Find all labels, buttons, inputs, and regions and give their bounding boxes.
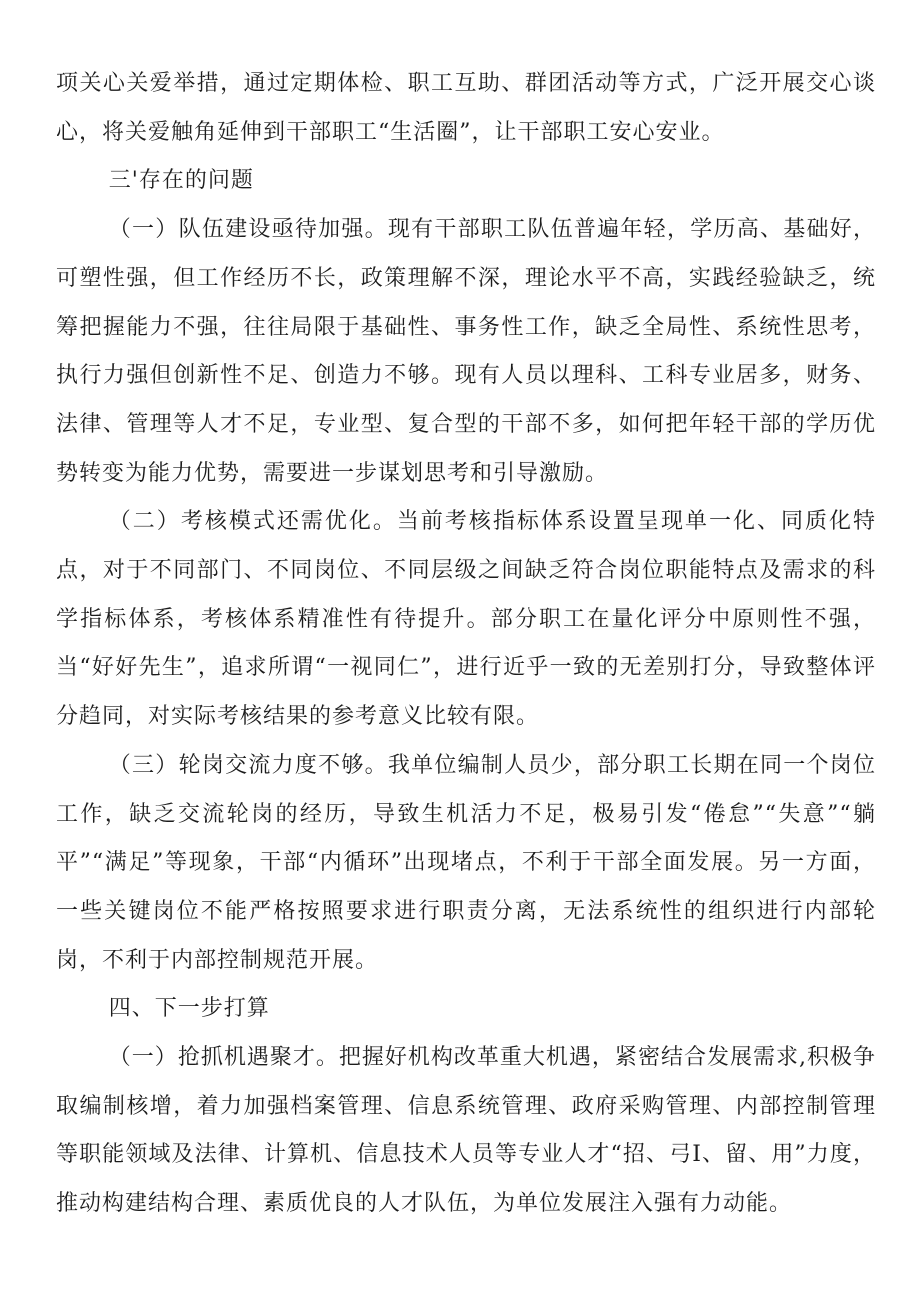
section-heading-next-steps: 四、下一步打算 — [108, 996, 270, 1022]
paragraph-continuation: 项关心关爱举措，通过定期体检、职工互助、群团活动等方式，广泛开展交心谈心，将关爱触角延伸到干部职工“生活圈”，让干部职工安心安业。 — [56, 71, 876, 145]
paragraph-job-rotation: （三）轮岗交流力度不够。我单位编制人员少，部分职工长期在同一个岗位工作，缺乏交流轮岗的经历，导致生机活力不足，极易引发“倦怠”“失意”“躺平”“满足”等现象，干部“内循环”出现堵点，不利于干部全面发展。另一方面，一些关键岗位不能严格按照要求进行职责分离，无法系统性的组织进行内部轮岗，不利于内部控制规范开展。 — [56, 752, 876, 973]
section-heading-problems: 三'存在的问题 — [108, 168, 254, 194]
paragraph-talent-recruitment: （一）抢抓机遇聚才。把握好机构改革重大机遇，紧密结合发展需求,积极争取编制核增，着力加强档案管理、信息系统管理、政府采购管理、内部控制管理等职能领域及法律、计算机、信息技术人员等专业人才“招、弓I、留、用”力度，推动构建结构合理、素质优良的人才队伍，为单位发展注入强有力动能。 — [56, 1045, 876, 1217]
document-body — [56, 60, 876, 1229]
paragraph-assessment-model: （二）考核模式还需优化。当前考核指标体系设置呈现单一化、同质化特点，对于不同部门、不同岗位、不同层级之间缺乏符合岗位职能特点及需求的科学指标体系，考核体系精准性有待提升。部分职工在量化评分中原则性不强，当“好好先生”，追求所谓“一视同仁”，进行近乎一致的无差别打分，导致整体评分趋同，对实际考核结果的参考意义比较有限。 — [56, 509, 876, 730]
paragraph-team-building: （一）队伍建设亟待加强。现有干部职工队伍普遍年轻，学历高、基础好，可塑性强，但工作经历不长，政策理解不深，理论水平不高，实践经验缺乏，统筹把握能力不强，往往局限于基础性、事务性工作，缺乏全局性、系统性思考，执行力强但创新性不足、创造力不够。现有人员以理科、工科专业居多，财务、法律、管理等人才不足，专业型、复合型的干部不多，如何把年轻干部的学历优势转变为能力优势，需要进一步谋划思考和引导激励。 — [56, 217, 876, 486]
